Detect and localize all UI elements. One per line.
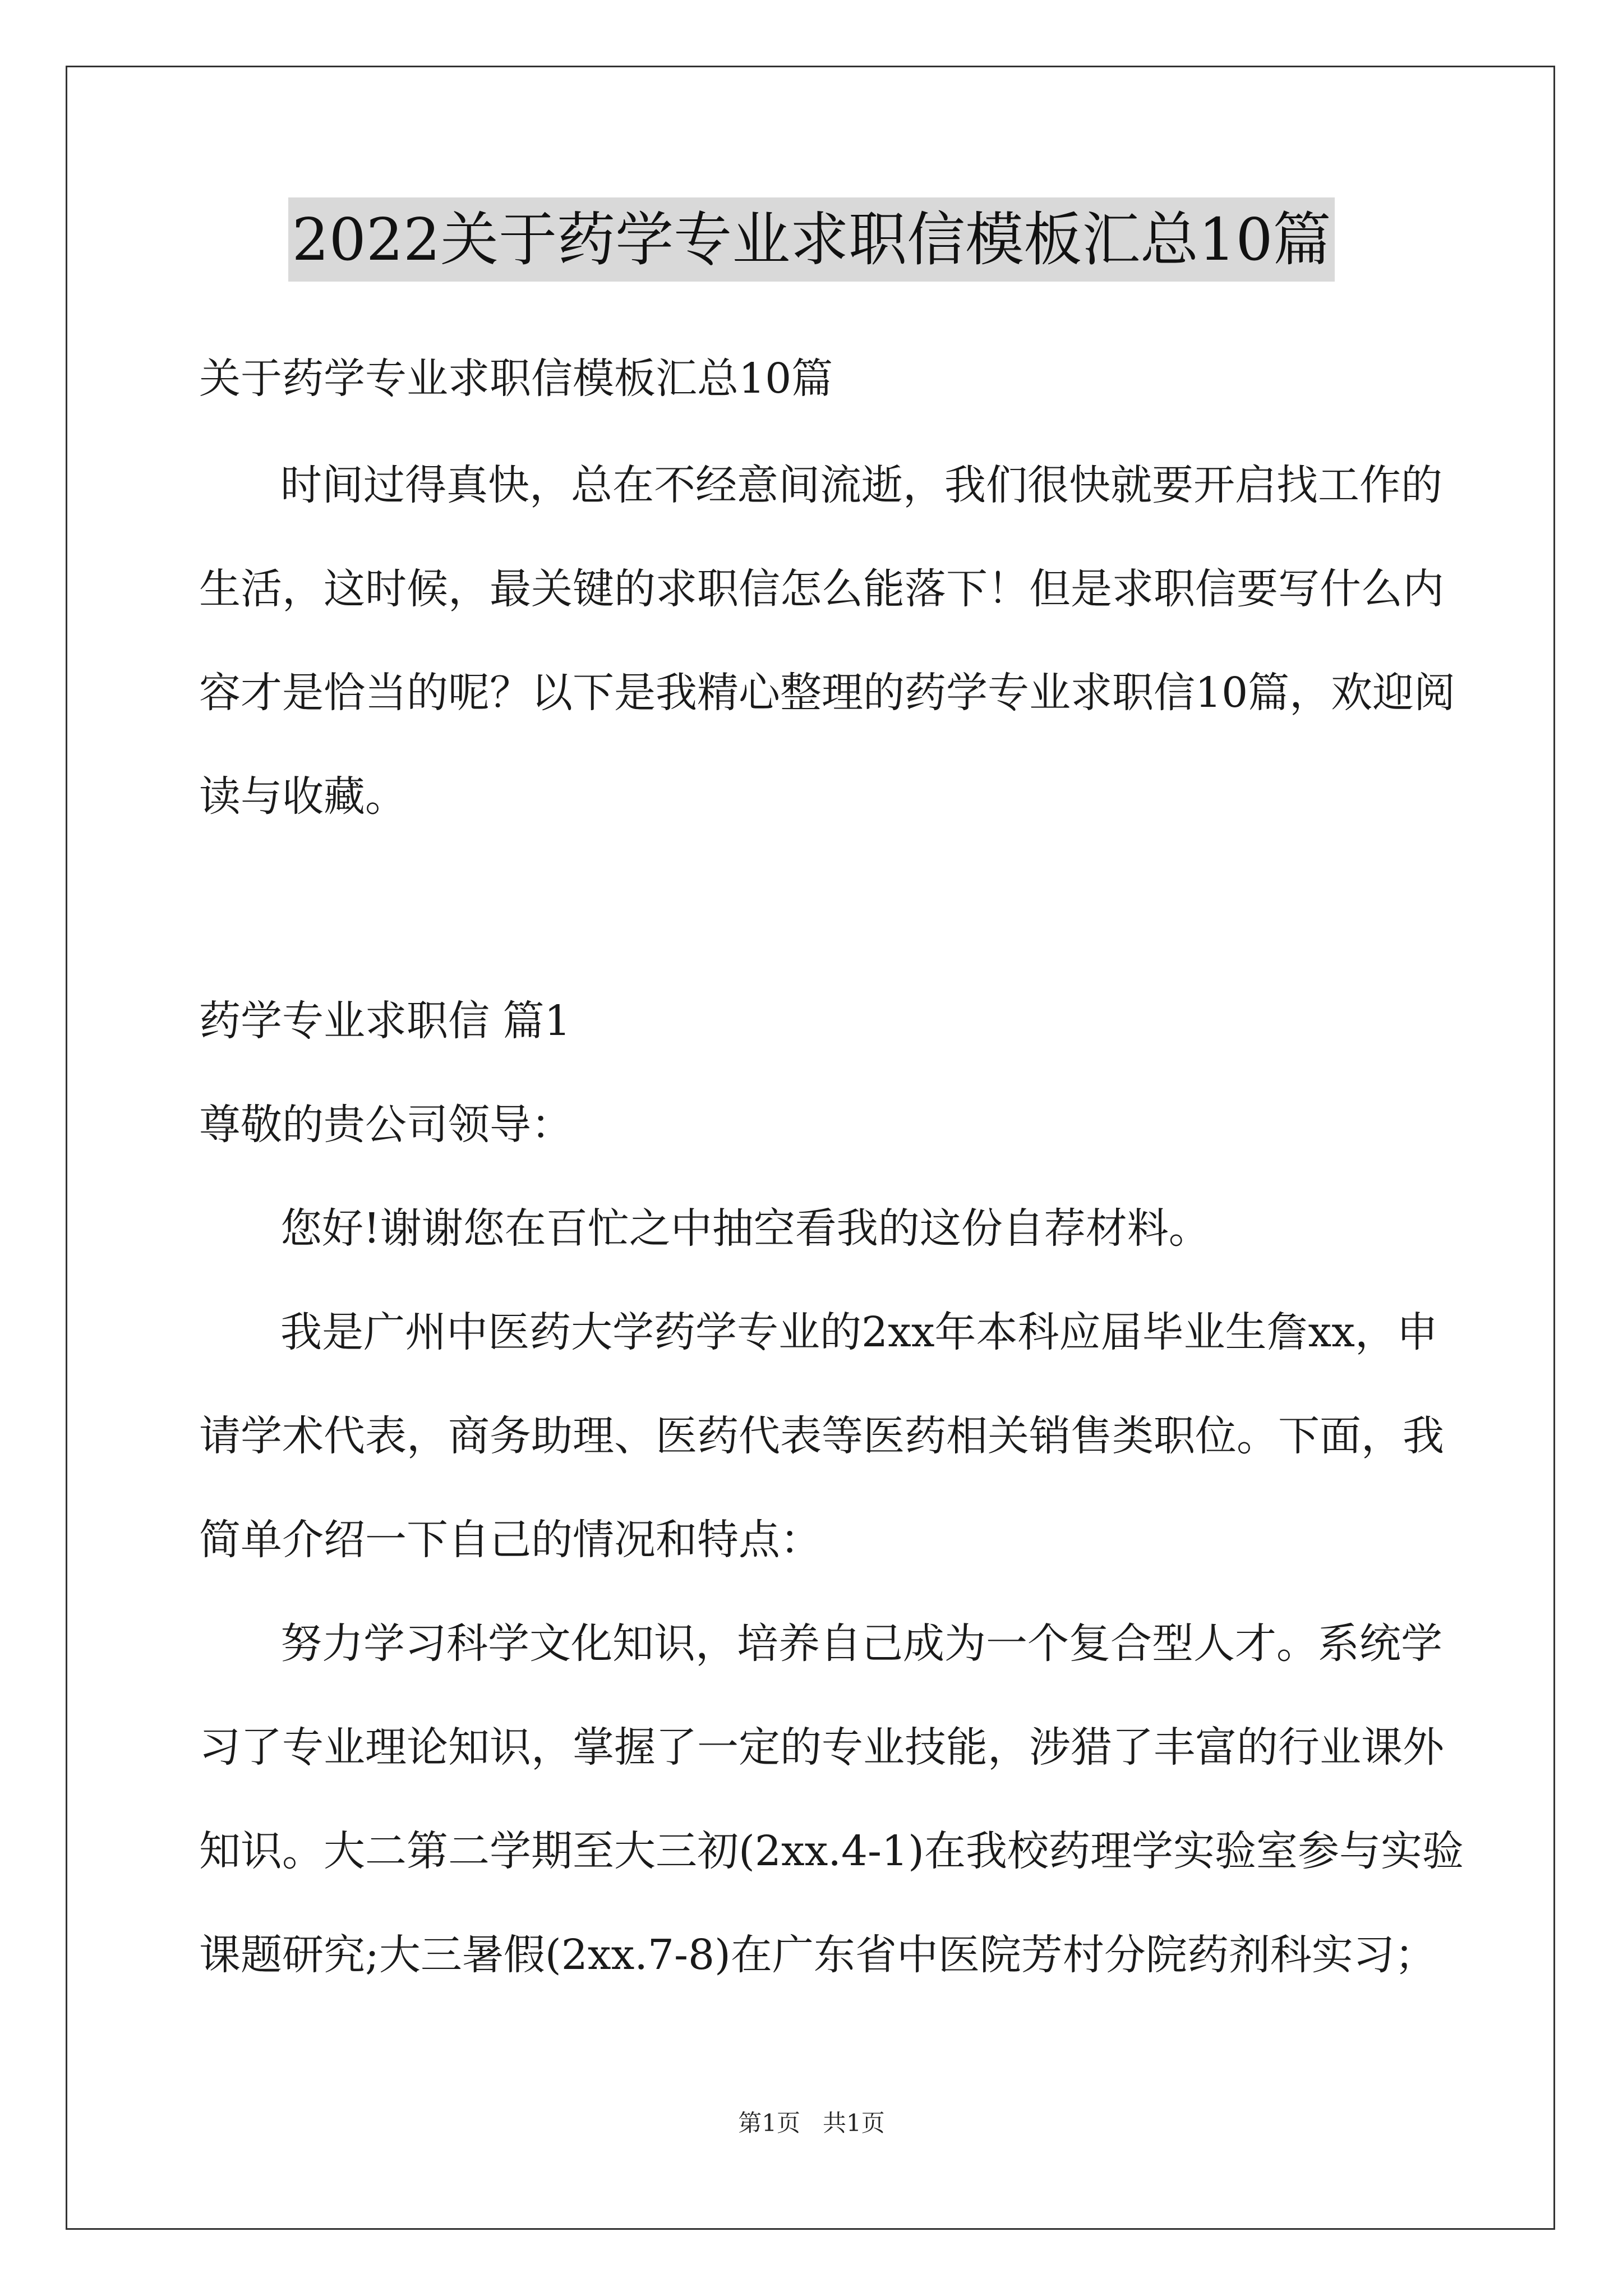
intro-line: 容才是恰当的呢？以下是我精心整理的药学专业求职信10篇，欢迎阅 [199, 669, 1456, 717]
intro-line: 生活，这时候，最关键的求职信怎么能落下！但是求职信要写什么内 [199, 565, 1444, 613]
paragraph-line: 努力学习科学文化知识，培养自己成为一个复合型人才。系统学 [280, 1619, 1442, 1668]
paragraph-line: 简单介绍一下自己的情况和特点： [199, 1516, 822, 1564]
page-footer: 第1页 共1页 [738, 2109, 885, 2137]
section-heading: 药学专业求职信 篇1 [199, 997, 571, 1045]
title-container [0, 197, 1623, 282]
paragraph-line: 课题研究;大三暑假(2xx.7-8)在广东省中医院芳村分院药剂科实习； [199, 1931, 1436, 1979]
paragraph-line: 我是广州中医药大学药学专业的2xx年本科应届毕业生詹xx，申 [280, 1308, 1438, 1356]
greeting: 您好!谢谢您在百忙之中抽空看我的这份自荐材料。 [280, 1204, 1210, 1253]
intro-line: 时间过得真快，总在不经意间流逝，我们很快就要开启找工作的 [280, 461, 1442, 509]
paragraph-line: 请学术代表，商务助理、医药代表等医药相关销售类职位。下面，我 [199, 1412, 1444, 1460]
subtitle: 关于药学专业求职信模板汇总10篇 [199, 355, 833, 403]
salutation: 尊敬的贵公司领导： [199, 1101, 573, 1149]
document-title: 2022关于药学专业求职信模板汇总10篇 [288, 197, 1334, 282]
paragraph-line: 知识。大二第二学期至大三初(2xx.4-1)在我校药理学实验室参与实验 [199, 1827, 1464, 1875]
intro-line: 读与收藏。 [199, 772, 407, 821]
paragraph-line: 习了专业理论知识，掌握了一定的专业技能，涉猎了丰富的行业课外 [199, 1723, 1444, 1772]
